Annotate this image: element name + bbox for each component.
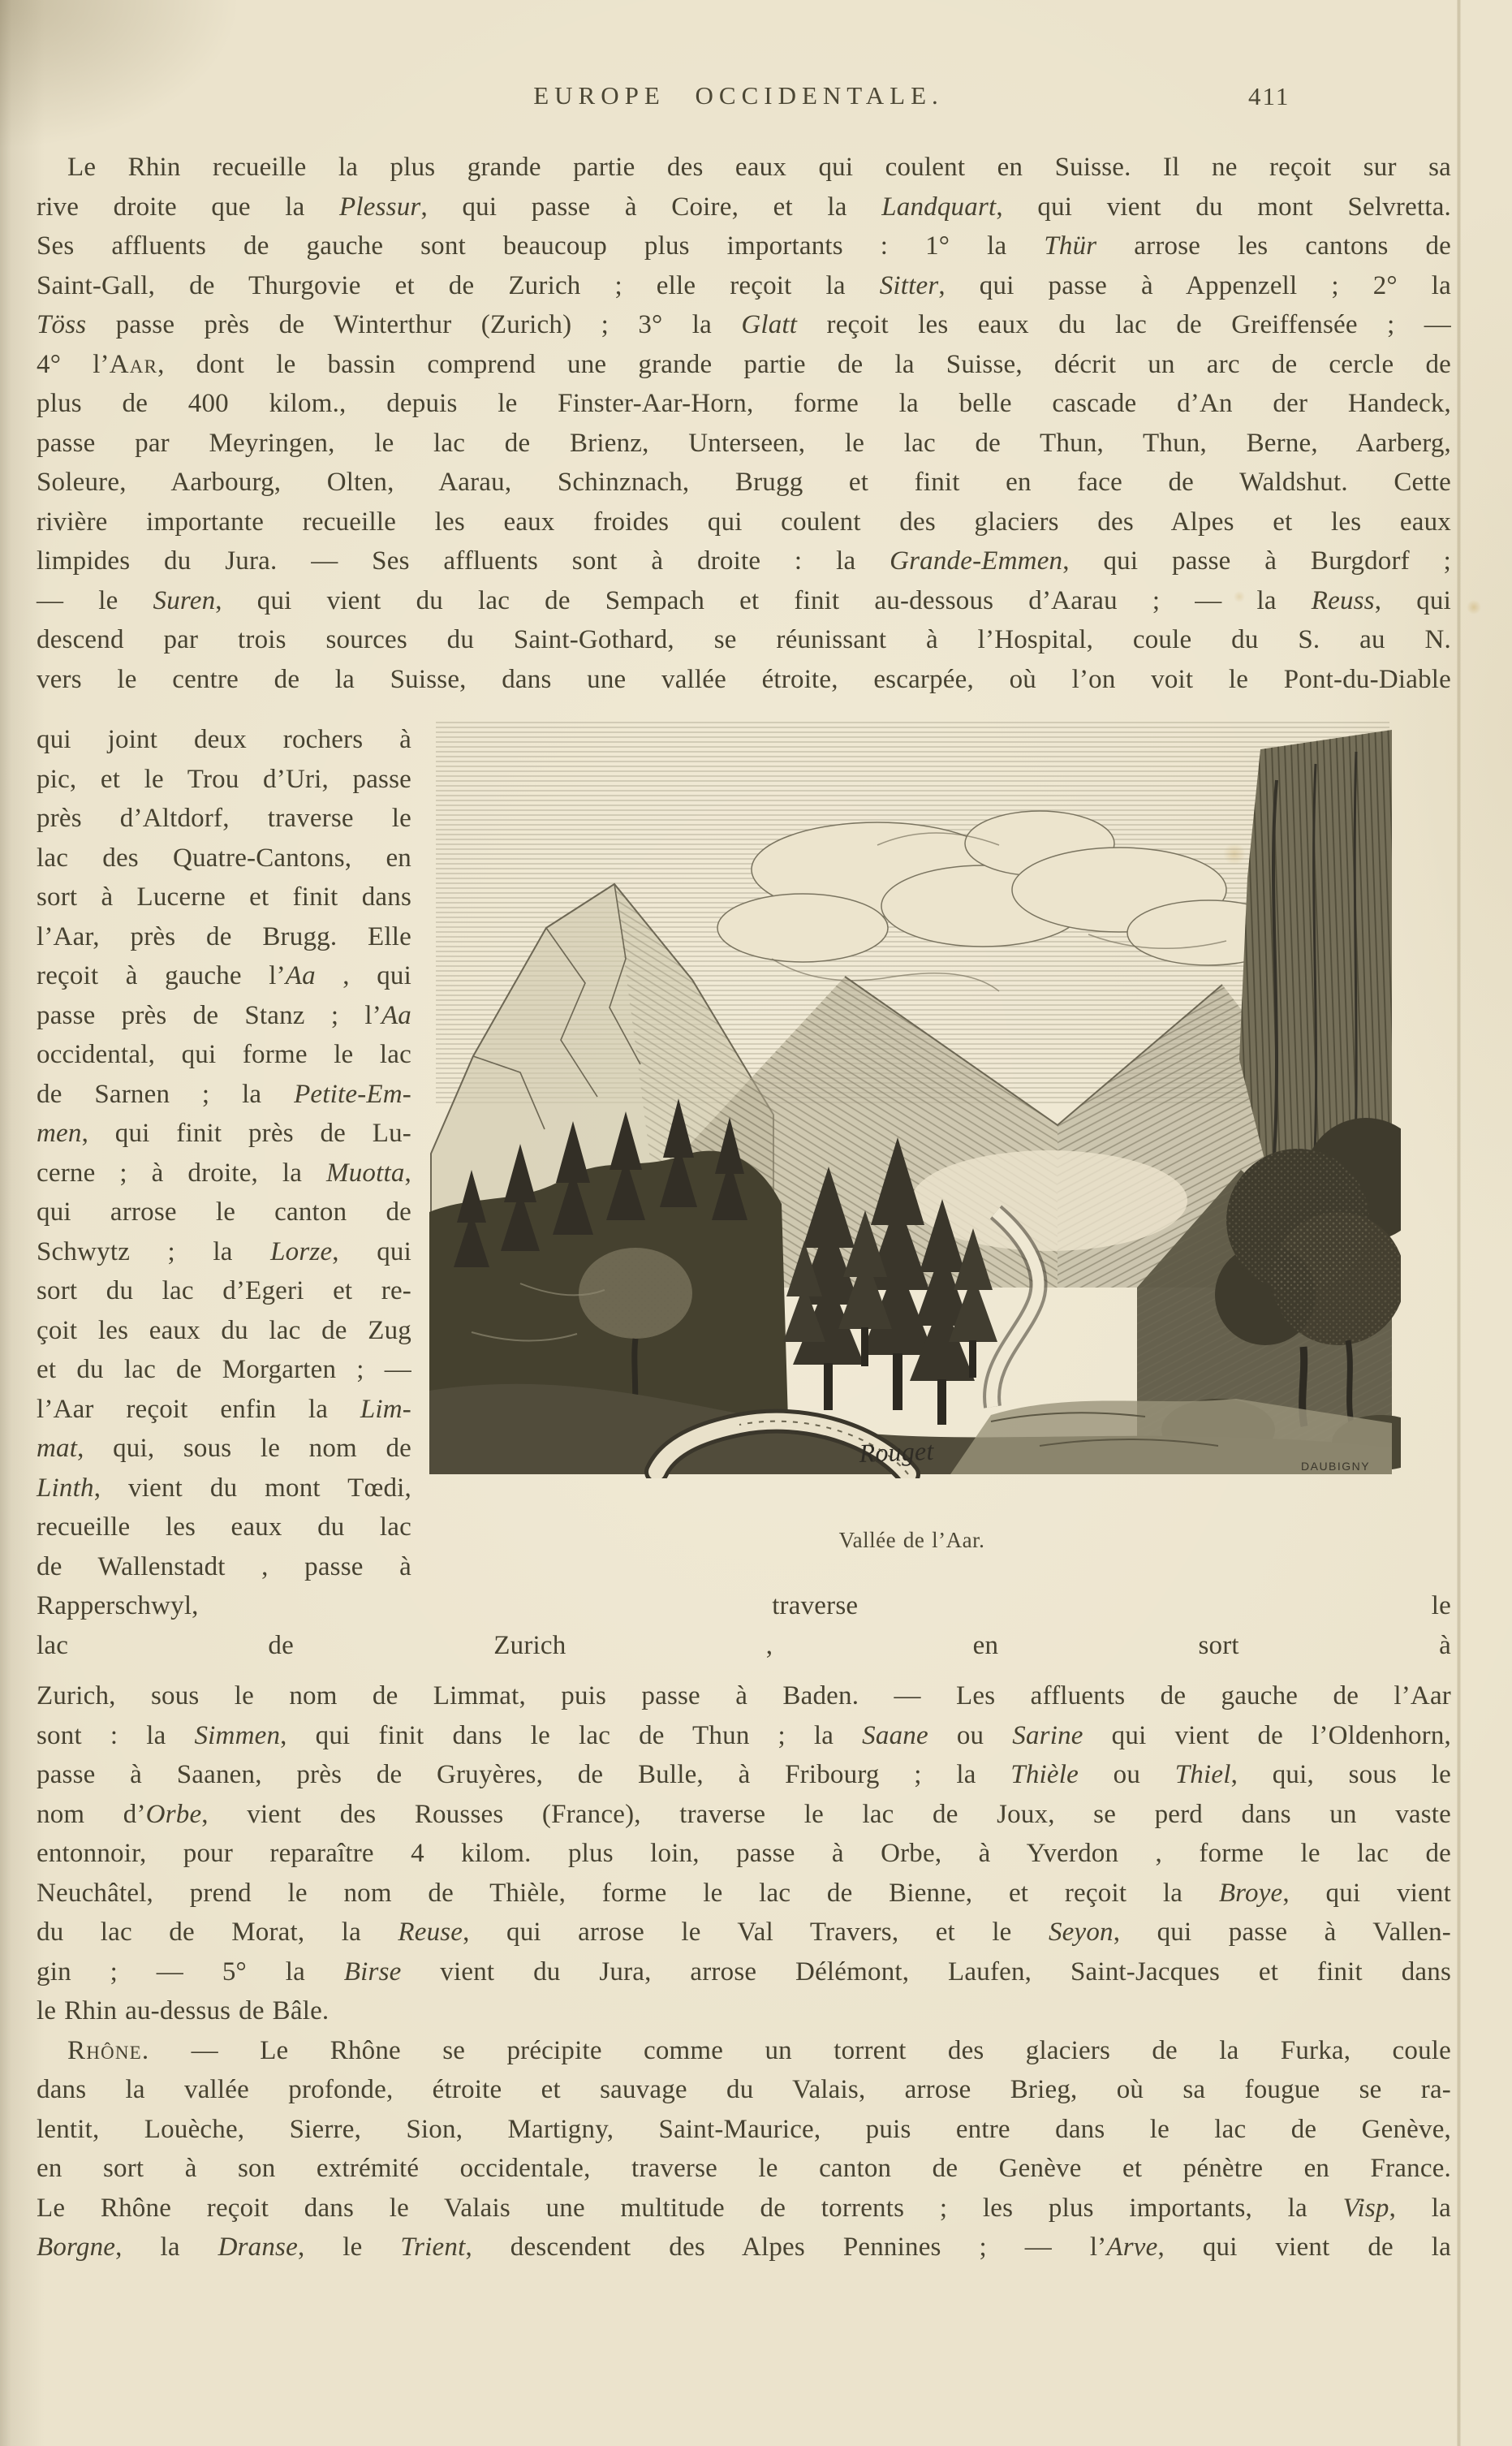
text-line: Le Rhône reçoit dans le Valais une multitude de torrents ; les plus importants, la Visp, la [37, 2193, 1451, 2223]
text-line: gin ; — 5° la Birse vient du Jura, arrose Délémont, Laufen, Saint-Jacques et finit dans [37, 1956, 1451, 1987]
text-line: lac des Quatre-Cantons, en [37, 843, 411, 873]
text-line: descend par trois sources du Saint-Gothard, se réunissant à l’Hospital, coule du S. au N. [37, 625, 1451, 654]
text-line: près d’Altdorf, traverse le [37, 804, 411, 833]
text-line: passe par Meyringen, le lac de Brienz, Unterseen, le lac de Thun, Thun, Berne, Aarberg, [37, 428, 1451, 458]
text-line: lac de Zurich , en sort à [37, 1630, 1451, 1660]
paragraph-aar-affluents [37, 1676, 1451, 2031]
text-line: Linth, vient du mont Tœdi, [37, 1473, 411, 1503]
text-line: de Sarnen ; la Petite-Em- [37, 1079, 411, 1109]
text-line: pic, et le Trou d’Uri, passe [37, 764, 411, 794]
text-line: et du lac de Morgarten ; — [37, 1355, 411, 1384]
text-line: qui arrose le canton de [37, 1197, 411, 1227]
paragraph-rhin [37, 148, 1451, 699]
text-line: reçoit à gauche l’Aa , qui [37, 961, 411, 990]
page-number: 411 [1248, 82, 1290, 110]
text-line: Soleure, Aarbourg, Olten, Aarau, Schinznach, Brugg et finit en face de Waldshut. Cette [37, 468, 1451, 497]
text-line: rivière importante recueille les eaux froides qui coulent des glaciers des Alpes et les eaux [37, 507, 1451, 537]
text-line: en sort à son extrémité occidentale, traverse le canton de Genève et pénètre en France. [37, 2154, 1451, 2183]
figure-vallee-aar [423, 715, 1401, 1560]
text-line: Ses affluents de gauche sont beaucoup plus importants : 1° la Thür arrose les cantons de [37, 231, 1452, 261]
text-line: 4° l’Aar, dont le bassin comprend une grande partie de la Suisse, décrit un arc de cercle de [37, 349, 1451, 379]
text-line: — le Suren, qui vient du lac de Sempach et finit au-dessous d’Aarau ; — la Reuss, qui [37, 585, 1451, 615]
text-line: sort à Lucerne et finit dans [37, 882, 411, 912]
text-line: Borgne, la Dranse, le Trient, descendent des Alpes Pennines ; — l’Arve, qui vient de la [37, 2232, 1451, 2262]
text-line: l’Aar reçoit enfin la Lim- [37, 1394, 411, 1424]
paragraph-rhone [37, 2031, 1451, 2267]
text-line: le Rhin au-dessus de Bâle. [37, 1996, 330, 2025]
text-line: Rhône. — Le Rhône se précipite comme un torrent des glaciers de la Furka, coule [67, 2035, 1451, 2065]
figure-wrap-section [37, 720, 1451, 1665]
text-line: passe près de Stanz ; l’Aa [37, 1000, 411, 1030]
text-line: Rapperschwyl, traverse le [37, 1591, 1451, 1620]
running-head: EUROPE OCCIDENTALE. [533, 81, 944, 110]
text-line: entonnoir, pour reparaître 4 kilom. plus loin, passe à Orbe, à Yverdon , forme le lac de [37, 1839, 1451, 1868]
text-line: lentit, Louèche, Sierre, Sion, Martigny, Saint-Maurice, puis entre dans le lac de Genève, [37, 2114, 1451, 2144]
text-line: sort du lac d’Egeri et re- [37, 1276, 411, 1305]
text-line: men, qui finit près de Lu- [37, 1119, 411, 1148]
text-line: Neuchâtel, prend le nom de Thièle, forme le lac de Bienne, et reçoit la Broye, qui vient [37, 1878, 1451, 1908]
page-content [37, 148, 1451, 2267]
text-line: l’Aar, près de Brugg. Elle [37, 921, 411, 951]
text-line: plus de 400 kilom., depuis le Finster-Aar-Horn, forme la belle cascade d’An der Handeck, [37, 389, 1451, 418]
text-line: cerne ; à droite, la Muotta, [37, 1158, 411, 1188]
text-line: qui joint deux rochers à [37, 725, 411, 754]
text-line: Schwytz ; la Lorze, qui [37, 1236, 412, 1266]
text-line: sont : la Simmen, qui finit dans le lac de Thun ; la Saane ou Sarine qui vient de l’Oldenhorn, [37, 1720, 1451, 1750]
text-line: limpides du Jura. — Ses affluents sont à droite : la Grande-Emmen, qui passe à Burgdorf ; [37, 546, 1451, 576]
text-line: passe à Saanen, près de Gruyères, de Bulle, à Fribourg ; la Thièle ou Thiel, qui, sous le [37, 1760, 1452, 1789]
text-line: Saint-Gall, de Thurgovie et de Zurich ; elle reçoit la Sitter, qui passe à Appenzell ; 2° la [37, 270, 1452, 300]
text-line: Töss passe près de Winterthur (Zurich) ; 3° la Glatt reçoit les eaux du lac de Greiffensée ; — [37, 310, 1451, 339]
text-line: mat, qui, sous le nom de [37, 1434, 411, 1463]
figure-caption: Vallée de l’Aar. [838, 1528, 985, 1552]
text-line: occidental, qui forme le lac [37, 1040, 411, 1069]
text-line: du lac de Morat, la Reuse, qui arrose le Val Travers, et le Seyon, qui passe à Vallen- [37, 1918, 1451, 1947]
text-line: dans la vallée profonde, étroite et sauvage du Valais, arrose Brieg, où sa fougue se ra- [37, 2075, 1451, 2104]
text-line: nom d’Orbe, vient des Rousses (France), traverse le lac de Joux, se perd dans un vaste [37, 1799, 1451, 1829]
engraving-vallee-aar [423, 715, 1401, 1478]
text-line: Le Rhin recueille la plus grande partie des eaux qui coulent en Suisse. Il ne reçoit sur sa [67, 153, 1451, 182]
text-line: vers le centre de la Suisse, dans une vallée étroite, escarpée, où l’on voit le Pont-du-Diable [37, 664, 1451, 694]
text-line: recueille les eaux du lac [37, 1512, 411, 1542]
text-line: çoit les eaux du lac de Zug [37, 1315, 411, 1345]
signature-engraver: Daubigny [1301, 1460, 1371, 1473]
signature-rouget: Rouget [858, 1435, 935, 1468]
text-line: Zurich, sous le nom de Limmat, puis passe à Baden. — Les affluents de gauche de l’Aar [37, 1681, 1451, 1710]
text-line: de Wallenstadt , passe à [37, 1551, 411, 1581]
text-line: rive droite que la Plessur, qui passe à Coire, et la Landquart, qui vient du mont Selvretta. [37, 192, 1451, 222]
